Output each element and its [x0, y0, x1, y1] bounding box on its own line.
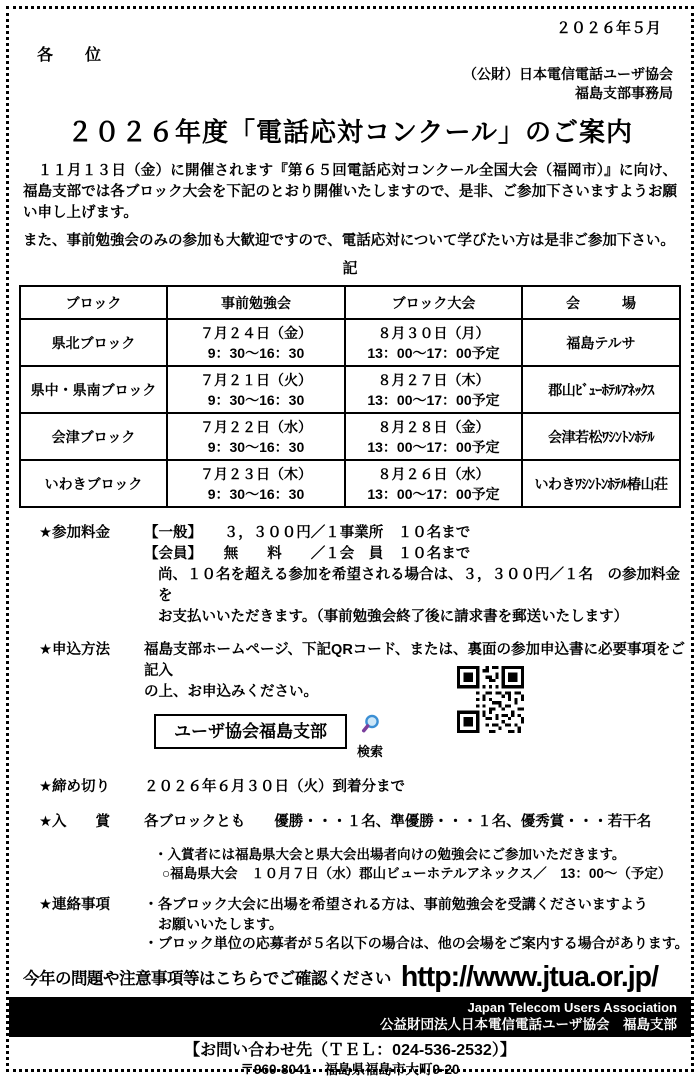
issuer-org-line1: （公財）日本電信電話ユーザ協会 — [463, 66, 673, 82]
study-date: ７月２１日（火） — [200, 371, 312, 388]
study-time: 9：30～16：30 — [207, 344, 305, 361]
apply-section — [9, 640, 691, 762]
website-url-link[interactable]: http://www.jtua.or.jp/ — [400, 960, 659, 993]
contact-notes-label: ★連絡事項 — [39, 897, 110, 913]
block-name: 県中・県南ブロック — [20, 366, 167, 413]
apply-label: ★申込方法 — [39, 642, 110, 658]
contest-date: ８月２７日（木） — [377, 371, 490, 388]
contest-time: 13：00～17：00予定 — [367, 438, 500, 455]
column-header-block: ブロック — [20, 286, 167, 319]
table-row — [20, 319, 680, 366]
venue: 郡山ﾋﾞｭｰﾎﾃﾙｱﾈｯｸｽ — [522, 366, 680, 413]
contest-date: ８月２８日（金） — [377, 418, 490, 435]
contest-session — [345, 319, 522, 366]
contest-time: 13：00～17：00予定 — [367, 485, 500, 502]
fee-general: 【一般】 ３，３００円／１事業所 １０名まで — [144, 525, 471, 541]
column-header-venue: 会 場 — [522, 286, 680, 319]
document-page — [6, 6, 694, 1077]
footer-org-jp: 公益財団法人日本電信電話ユーザ協会 福島支部 — [380, 1016, 677, 1032]
table-row — [20, 413, 680, 460]
inquiry-phone: 【お問い合わせ先（ＴＥＬ：024-536-2532）】 — [184, 1041, 516, 1059]
issue-date: ２０２６年５月 — [555, 20, 661, 37]
deadline-section — [9, 777, 691, 798]
contest-date: ８月２６日（水） — [377, 465, 490, 482]
contest-session — [345, 366, 522, 413]
contact-note-line3: ・ブロック単位の応募者が５名以下の場合は、他の会場をご案内する場合があります。 — [144, 935, 689, 951]
schedule-table — [19, 285, 681, 508]
issuer-org-line2: 福島支部事務局 — [575, 85, 673, 101]
ki-marker: 記 — [342, 260, 358, 277]
search-row — [154, 714, 691, 762]
study-date: ７月２２日（水） — [200, 418, 312, 435]
deadline-text: ２０２６年６月３０日（火）到着分まで — [144, 779, 405, 795]
fee-member: 【会員】 無 料 ／１会 員 １０名まで — [144, 546, 471, 562]
prize-section — [9, 812, 691, 833]
postal-address: 〒960-8041 福島県福島市大町9-20 — [240, 1061, 460, 1077]
deadline-label: ★締め切り — [39, 779, 110, 795]
search-button[interactable] — [357, 714, 383, 762]
block-name: いわきブロック — [20, 460, 167, 507]
table-row — [20, 366, 680, 413]
study-time: 9：30～16：30 — [207, 438, 305, 455]
addressee: 各 位 — [37, 47, 102, 64]
magnifier-icon — [358, 714, 382, 743]
apply-line2: の上、お申込みください。 — [144, 684, 318, 700]
column-header-contest: ブロック大会 — [345, 286, 522, 319]
fee-section — [9, 523, 691, 628]
column-header-study: 事前勉強会 — [167, 286, 345, 319]
venue: 会津若松ﾜｼﾝﾄﾝﾎﾃﾙ — [522, 413, 680, 460]
footer-bar — [9, 997, 691, 1037]
venue: 福島テルサ — [522, 319, 680, 366]
contest-session — [345, 460, 522, 507]
venue: いわきﾜｼﾝﾄﾝﾎﾃﾙ椿山荘 — [522, 460, 680, 507]
prize-note2: ○福島県大会 １０月７日（水）郡山ビューホテルアネックス／ 13：00～（予定） — [162, 866, 672, 881]
prize-note1: ・入賞者には福島県大会と県大会出場者向けの勉強会にご参加いただきます。 — [154, 847, 626, 862]
contest-time: 13：00～17：00予定 — [367, 344, 500, 361]
study-date: ７月２４日（金） — [200, 324, 312, 341]
table-row — [20, 460, 680, 507]
contest-time: 13：00～17：00予定 — [367, 391, 500, 408]
prize-text: 各ブロックとも 優勝・・・１名、準優勝・・・１名、優秀賞・・・若干名 — [144, 814, 652, 830]
prize-notes — [154, 845, 691, 883]
contest-date: ８月３０日（月） — [377, 324, 490, 341]
intro-paragraph-1: １１月１３日（金）に開催されます『第６５回電話応対コンクール全国大会（福岡市）』に向け、福島支部では各ブロック大会を下記のとおり開催いたしますので、是非、ご参加下さいますようお願い申し上げます。 — [23, 163, 677, 221]
fee-note-line2: お支払いいただきます。（事前勉強会終了後に請求書を郵送いたします） — [158, 609, 629, 625]
search-keyword-box[interactable]: ユーザ協会福島支部 — [154, 714, 347, 749]
fee-note-line1: 尚、１０名を超える参加を希望される場合は、３，３００円／１名 の参加料金を — [158, 567, 680, 604]
page-title: ２０２６年度「電話応対コンクール」のご案内 — [67, 117, 633, 147]
prize-label: ★入 賞 — [39, 814, 110, 830]
study-session — [167, 460, 345, 507]
contest-session — [345, 413, 522, 460]
check-line — [23, 961, 683, 994]
block-name: 県北ブロック — [20, 319, 167, 366]
contact-note-line1: ・各ブロック大会に出場を希望される方は、事前勉強会を受講くださいますよう — [144, 896, 648, 912]
apply-line1: 福島支部ホームページ、下記QRコード、または、裏面の参加申込書に必要事項をご記入 — [144, 642, 685, 679]
study-time: 9：30～16：30 — [207, 485, 305, 502]
issuer-org — [9, 65, 673, 103]
intro-paragraph-2: また、事前勉強会のみの参加も大歓迎ですので、電話応対について学びたい方は是非ご参加下さい。 — [23, 233, 675, 249]
study-session — [167, 413, 345, 460]
search-caption: 検索 — [357, 744, 384, 759]
qr-code — [457, 666, 524, 738]
contact-note-line2: お願いいたします。 — [144, 915, 283, 932]
study-session — [167, 366, 345, 413]
block-name: 会津ブロック — [20, 413, 167, 460]
check-text: 今年の問題や注意事項等はこちらでご確認ください — [23, 970, 391, 988]
fee-label: ★参加料金 — [39, 525, 110, 541]
study-date: ７月２３日（木） — [200, 465, 312, 482]
footer-org-en: Japan Telecom Users Association — [467, 999, 677, 1015]
study-session — [167, 319, 345, 366]
table-header-row — [20, 286, 680, 319]
contact-notes-section — [9, 895, 691, 954]
study-time: 9：30～16：30 — [207, 391, 305, 408]
